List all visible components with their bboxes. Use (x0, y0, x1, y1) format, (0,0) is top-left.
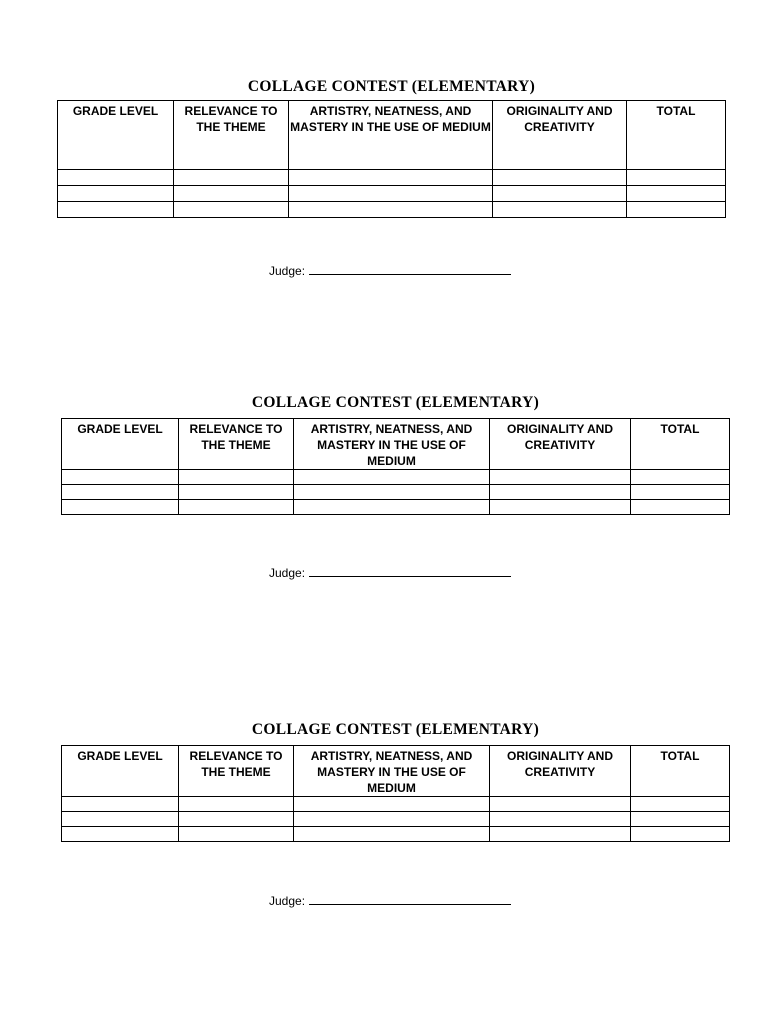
column-header-originality: ORIGINALITY AND CREATIVITY (490, 746, 631, 797)
table-cell[interactable] (62, 485, 179, 500)
table-cell[interactable] (493, 186, 627, 202)
column-header-grade-level: GRADE LEVEL (62, 419, 179, 470)
table-cell[interactable] (627, 202, 726, 218)
form-title: COLLAGE CONTEST (ELEMENTARY) (247, 78, 536, 95)
judge-label: Judge: (269, 566, 306, 580)
column-header-relevance: RELEVANCE TO THE THEME (179, 746, 294, 797)
table-cell[interactable] (631, 812, 730, 827)
column-header-grade-level: GRADE LEVEL (58, 101, 174, 170)
table-header-row (58, 101, 726, 170)
table-cell[interactable] (631, 827, 730, 842)
table-cell[interactable] (627, 170, 726, 186)
table-cell[interactable] (490, 797, 631, 812)
score-table (57, 100, 726, 218)
table-cell[interactable] (58, 186, 174, 202)
table-cell[interactable] (62, 500, 179, 515)
column-header-total: TOTAL (627, 101, 726, 170)
table-row (62, 500, 730, 515)
table-cell[interactable] (631, 500, 730, 515)
table-cell[interactable] (294, 485, 490, 500)
table-row (58, 170, 726, 186)
column-header-originality: ORIGINALITY AND CREATIVITY (490, 419, 631, 470)
column-header-total: TOTAL (631, 419, 730, 470)
table-cell[interactable] (62, 470, 179, 485)
table-cell[interactable] (174, 186, 289, 202)
table-row (62, 797, 730, 812)
column-header-artistry: ARTISTRY, NEATNESS, AND MASTERY IN THE USE OF MEDIUM (294, 419, 490, 470)
form-title: COLLAGE CONTEST (ELEMENTARY) (251, 721, 540, 738)
judge-label: Judge: (269, 264, 306, 278)
form-title: COLLAGE CONTEST (ELEMENTARY) (251, 394, 540, 411)
judge-signature-1 (269, 264, 511, 278)
table-cell[interactable] (294, 812, 490, 827)
judge-label: Judge: (269, 894, 306, 908)
judge-signature-line[interactable] (309, 264, 511, 275)
table-cell[interactable] (62, 797, 179, 812)
table-cell[interactable] (179, 812, 294, 827)
table-row (62, 485, 730, 500)
column-header-artistry: ARTISTRY, NEATNESS, AND MASTERY IN THE USE OF MEDIUM (294, 746, 490, 797)
table-cell[interactable] (179, 500, 294, 515)
score-form-3 (61, 721, 730, 842)
table-cell[interactable] (493, 202, 627, 218)
table-header-row (62, 746, 730, 797)
table-row (58, 186, 726, 202)
table-cell[interactable] (174, 170, 289, 186)
column-header-relevance: RELEVANCE TO THE THEME (174, 101, 289, 170)
table-cell[interactable] (289, 202, 493, 218)
column-header-artistry: ARTISTRY, NEATNESS, AND MASTERY IN THE USE OF MEDIUM (289, 101, 493, 170)
judge-signature-2 (269, 566, 511, 580)
table-cell[interactable] (631, 470, 730, 485)
table-cell[interactable] (490, 812, 631, 827)
table-cell[interactable] (179, 827, 294, 842)
table-cell[interactable] (289, 186, 493, 202)
table-cell[interactable] (490, 500, 631, 515)
judge-signature-3 (269, 894, 511, 908)
table-row (62, 812, 730, 827)
table-cell[interactable] (490, 470, 631, 485)
table-cell[interactable] (58, 202, 174, 218)
table-cell[interactable] (493, 170, 627, 186)
column-header-total: TOTAL (631, 746, 730, 797)
judge-signature-line[interactable] (309, 894, 511, 905)
table-row (62, 470, 730, 485)
table-cell[interactable] (490, 485, 631, 500)
column-header-originality: ORIGINALITY AND CREATIVITY (493, 101, 627, 170)
column-header-grade-level: GRADE LEVEL (62, 746, 179, 797)
column-header-relevance: RELEVANCE TO THE THEME (179, 419, 294, 470)
table-cell[interactable] (294, 827, 490, 842)
table-cell[interactable] (627, 186, 726, 202)
table-cell[interactable] (58, 170, 174, 186)
table-row (58, 202, 726, 218)
table-cell[interactable] (490, 827, 631, 842)
score-table (61, 418, 730, 515)
table-cell[interactable] (294, 500, 490, 515)
score-table (61, 745, 730, 842)
table-cell[interactable] (174, 202, 289, 218)
table-cell[interactable] (62, 827, 179, 842)
table-cell[interactable] (294, 797, 490, 812)
table-header-row (62, 419, 730, 470)
table-cell[interactable] (289, 170, 493, 186)
table-cell[interactable] (294, 470, 490, 485)
judge-signature-line[interactable] (309, 566, 511, 577)
score-form-1 (57, 78, 726, 218)
table-cell[interactable] (631, 797, 730, 812)
table-cell[interactable] (179, 470, 294, 485)
table-cell[interactable] (179, 485, 294, 500)
table-cell[interactable] (631, 485, 730, 500)
table-row (62, 827, 730, 842)
table-cell[interactable] (179, 797, 294, 812)
score-form-2 (61, 394, 730, 515)
table-cell[interactable] (62, 812, 179, 827)
